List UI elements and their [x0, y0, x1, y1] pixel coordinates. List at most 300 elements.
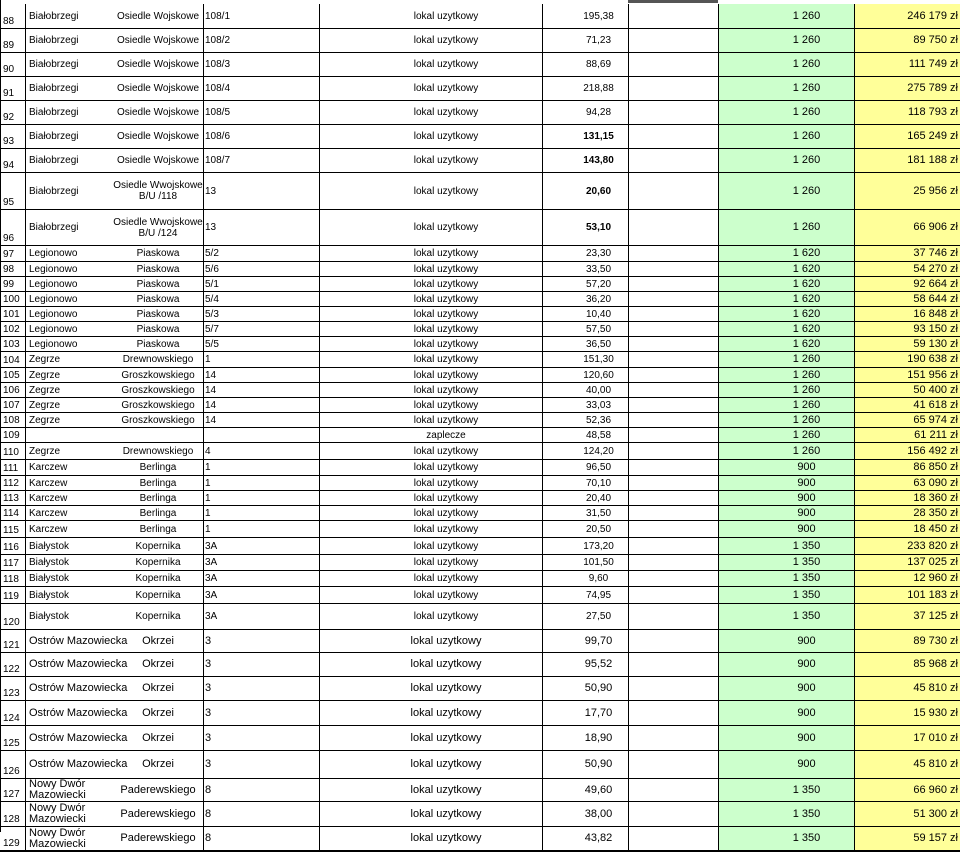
- row-number: 100: [0, 292, 26, 306]
- city-cell: Zegrze: [29, 384, 61, 396]
- table-row: [0, 53, 960, 77]
- street-cell: Drewnowskiego: [122, 354, 194, 365]
- building-number-cell: 14: [203, 398, 319, 412]
- value-cell: 59 157 zł: [854, 827, 960, 850]
- empty-cell: [628, 677, 718, 700]
- building-number-cell: 5/3: [203, 307, 319, 321]
- table-row: [0, 443, 960, 460]
- row-number: 123: [0, 677, 26, 700]
- table-row: [0, 827, 960, 851]
- value-cell: 190 638 zł: [854, 352, 960, 367]
- street-cell: Osiedle Wwojskowe B/U /124: [113, 216, 203, 239]
- area-cell: 95,52: [542, 653, 628, 676]
- street-cell: Okrzei: [142, 658, 174, 670]
- empty-cell: [628, 277, 718, 291]
- row-number: 96: [0, 210, 26, 245]
- street-cell: Berlinga: [139, 477, 177, 489]
- row-number: 129: [0, 827, 26, 850]
- table-row: [0, 292, 960, 307]
- row-number: 99: [0, 277, 26, 291]
- street-cell: Piaskowa: [136, 293, 180, 305]
- area-cell: 20,60: [542, 173, 628, 209]
- row-number: 94: [0, 149, 26, 172]
- city-cell: Ostrów Mazowiecka: [29, 682, 128, 694]
- city-cell: Legionowo: [29, 308, 78, 320]
- area-cell: 94,28: [542, 101, 628, 124]
- rate-cell: 1 260: [718, 77, 854, 100]
- street-cell: Groszkowskiego: [121, 369, 195, 381]
- table-row: [0, 277, 960, 292]
- empty-cell: [628, 413, 718, 427]
- area-cell: 143,80: [542, 149, 628, 172]
- city-cell: Białobrzegi: [29, 222, 79, 233]
- area-cell: 131,15: [542, 125, 628, 148]
- empty-cell: [628, 701, 718, 725]
- row-number: 115: [0, 521, 26, 537]
- empty-cell: [628, 368, 718, 382]
- rate-cell: 1 620: [718, 292, 854, 306]
- empty-cell: [628, 77, 718, 100]
- column-top-marker: [628, 0, 718, 3]
- rate-cell: 900: [718, 751, 854, 778]
- street-cell: Okrzei: [142, 758, 174, 770]
- premises-type-cell: zaplecze: [319, 428, 542, 442]
- value-cell: 63 090 zł: [854, 476, 960, 490]
- rate-cell: 1 620: [718, 246, 854, 261]
- table-row: [0, 571, 960, 587]
- table-row: [0, 173, 960, 210]
- area-cell: 36,20: [542, 292, 628, 306]
- rate-cell: 1 350: [718, 802, 854, 826]
- value-cell: 25 956 zł: [854, 173, 960, 209]
- rate-cell: 1 350: [718, 538, 854, 554]
- value-cell: 233 820 zł: [854, 538, 960, 554]
- rate-cell: 1 260: [718, 352, 854, 367]
- area-cell: 218,88: [542, 77, 628, 100]
- table-row: [0, 352, 960, 368]
- building-number-cell: 5/6: [203, 262, 319, 276]
- row-number: 120: [0, 604, 26, 629]
- rate-cell: 1 260: [718, 413, 854, 427]
- building-number-cell: 1: [203, 460, 319, 475]
- area-cell: 50,90: [542, 677, 628, 700]
- city-cell: Ostrów Mazowiecka: [29, 758, 128, 770]
- area-cell: 195,38: [542, 4, 628, 28]
- rate-cell: 1 260: [718, 398, 854, 412]
- row-number: 116: [0, 538, 26, 554]
- empty-cell: [628, 538, 718, 554]
- building-number-cell: 3A: [203, 587, 319, 603]
- empty-cell: [628, 779, 718, 801]
- empty-cell: [628, 125, 718, 148]
- row-number: 128: [0, 802, 26, 826]
- table-row: [0, 307, 960, 322]
- street-cell: Osiedle Wojskowe: [116, 107, 200, 118]
- row-number: 93: [0, 125, 26, 148]
- premises-type-cell: lokal uzytkowy: [319, 77, 542, 100]
- empty-cell: [628, 53, 718, 76]
- premises-type-cell: lokal uzytkowy: [319, 173, 542, 209]
- table-row: [0, 677, 960, 701]
- rate-cell: 1 260: [718, 210, 854, 245]
- row-number: 121: [0, 630, 26, 652]
- empty-cell: [628, 476, 718, 490]
- table-row: [0, 630, 960, 653]
- city-cell: Ostrów Mazowiecka: [29, 706, 128, 719]
- rate-cell: 900: [718, 460, 854, 475]
- table-row: [0, 726, 960, 751]
- city-cell: Karczew: [29, 507, 68, 519]
- premises-type-cell: lokal uzytkowy: [319, 125, 542, 148]
- table-row: [0, 555, 960, 571]
- row-number: 109: [0, 428, 26, 442]
- street-cell: Osiedle Wwojskowe B/U /118: [113, 180, 203, 202]
- value-cell: 18 450 zł: [854, 521, 960, 537]
- city-cell: Legionowo: [29, 248, 78, 259]
- street-cell: Berlinga: [139, 523, 177, 535]
- empty-cell: [628, 506, 718, 520]
- city-cell: Zegrze: [29, 369, 61, 381]
- building-number-cell: 108/7: [203, 149, 319, 172]
- empty-cell: [628, 29, 718, 52]
- area-cell: 88,69: [542, 53, 628, 76]
- street-cell: Okrzei: [142, 706, 174, 719]
- area-cell: 49,60: [542, 779, 628, 801]
- city-cell: Legionowo: [29, 278, 78, 290]
- empty-cell: [628, 604, 718, 629]
- empty-cell: [628, 630, 718, 652]
- empty-cell: [628, 555, 718, 570]
- table-row: [0, 29, 960, 53]
- premises-type-cell: lokal uzytkowy: [319, 751, 542, 778]
- area-cell: 57,20: [542, 277, 628, 291]
- street-cell: Drewnowskiego: [122, 445, 194, 457]
- rate-cell: 1 260: [718, 125, 854, 148]
- street-cell: Osiedle Wojskowe: [116, 131, 200, 142]
- table-row: [0, 653, 960, 677]
- rate-cell: 1 260: [718, 4, 854, 28]
- row-number: 91: [0, 77, 26, 100]
- area-cell: 20,50: [542, 521, 628, 537]
- building-number-cell: 3: [203, 653, 319, 676]
- building-number-cell: [203, 428, 319, 442]
- street-cell: Osiedle Wojskowe: [116, 10, 200, 22]
- row-number: 107: [0, 398, 26, 412]
- value-cell: 51 300 zł: [854, 802, 960, 826]
- value-cell: 93 150 zł: [854, 322, 960, 336]
- building-number-cell: 3: [203, 677, 319, 700]
- rate-cell: 1 260: [718, 383, 854, 397]
- area-cell: 96,50: [542, 460, 628, 475]
- empty-cell: [628, 383, 718, 397]
- building-number-cell: 3: [203, 726, 319, 750]
- building-number-cell: 5/4: [203, 292, 319, 306]
- row-number: 106: [0, 383, 26, 397]
- street-cell: Piaskowa: [136, 248, 180, 259]
- premises-type-cell: lokal uzytkowy: [319, 352, 542, 367]
- city-cell: Białystok: [29, 557, 70, 568]
- city-cell: Legionowo: [29, 323, 78, 335]
- area-cell: 151,30: [542, 352, 628, 367]
- premises-type-cell: lokal uzytkowy: [319, 571, 542, 586]
- value-cell: 89 750 zł: [854, 29, 960, 52]
- rate-cell: 1 350: [718, 827, 854, 850]
- building-number-cell: 3A: [203, 604, 319, 629]
- value-cell: 89 730 zł: [854, 630, 960, 652]
- rate-cell: 1 620: [718, 322, 854, 336]
- empty-cell: [628, 322, 718, 336]
- rate-cell: 1 260: [718, 101, 854, 124]
- value-cell: 28 350 zł: [854, 506, 960, 520]
- empty-cell: [628, 802, 718, 826]
- table-row: [0, 125, 960, 149]
- empty-cell: [628, 653, 718, 676]
- empty-cell: [628, 428, 718, 442]
- street-cell: Okrzei: [142, 731, 174, 744]
- street-cell: Osiedle Wojskowe: [116, 59, 200, 70]
- rate-cell: 900: [718, 677, 854, 700]
- premises-type-cell: lokal uzytkowy: [319, 630, 542, 652]
- premises-type-cell: lokal uzytkowy: [319, 506, 542, 520]
- value-cell: 59 130 zł: [854, 337, 960, 351]
- row-number: 108: [0, 413, 26, 427]
- empty-cell: [628, 246, 718, 261]
- city-cell: Białobrzegi: [29, 131, 79, 142]
- area-cell: 50,90: [542, 751, 628, 778]
- area-cell: 57,50: [542, 322, 628, 336]
- street-cell: Osiedle Wojskowe: [116, 155, 200, 166]
- row-number: 98: [0, 262, 26, 276]
- street-cell: Osiedle Wojskowe: [116, 35, 200, 46]
- empty-cell: [628, 460, 718, 475]
- city-cell: Białystok: [29, 573, 70, 584]
- table-row: [0, 491, 960, 506]
- premises-type-cell: lokal uzytkowy: [319, 779, 542, 801]
- premises-type-cell: lokal uzytkowy: [319, 101, 542, 124]
- building-number-cell: 8: [203, 802, 319, 826]
- row-number: 89: [0, 29, 26, 52]
- rate-cell: 1 350: [718, 571, 854, 586]
- rate-cell: 1 620: [718, 307, 854, 321]
- table-row: [0, 322, 960, 337]
- value-cell: 92 664 zł: [854, 277, 960, 291]
- row-number: 95: [0, 173, 26, 209]
- area-cell: 52,36: [542, 413, 628, 427]
- area-cell: 124,20: [542, 443, 628, 459]
- rate-cell: 1 260: [718, 53, 854, 76]
- city-cell: Białobrzegi: [29, 83, 79, 94]
- premises-type-cell: lokal uzytkowy: [319, 53, 542, 76]
- premises-type-cell: lokal uzytkowy: [319, 262, 542, 276]
- value-cell: 85 968 zł: [854, 653, 960, 676]
- premises-type-cell: lokal uzytkowy: [319, 398, 542, 412]
- value-cell: 41 618 zł: [854, 398, 960, 412]
- rate-cell: 1 350: [718, 779, 854, 801]
- rate-cell: 1 260: [718, 29, 854, 52]
- premises-type-cell: lokal uzytkowy: [319, 587, 542, 603]
- empty-cell: [628, 262, 718, 276]
- city-cell: Karczew: [29, 523, 68, 535]
- street-cell: Paderewskiego: [120, 807, 196, 820]
- city-cell: Karczew: [29, 492, 68, 504]
- value-cell: 137 025 zł: [854, 555, 960, 570]
- area-cell: 10,40: [542, 307, 628, 321]
- city-cell: Nowy Dwór Mazowiecki: [29, 826, 86, 850]
- value-cell: 37 125 zł: [854, 604, 960, 629]
- city-cell: Białobrzegi: [29, 185, 79, 197]
- area-cell: 38,00: [542, 802, 628, 826]
- row-number: 114: [0, 506, 26, 520]
- city-cell: Białobrzegi: [29, 10, 79, 22]
- street-cell: Paderewskiego: [120, 832, 196, 844]
- empty-cell: [628, 173, 718, 209]
- premises-type-cell: lokal uzytkowy: [319, 604, 542, 629]
- value-cell: 45 810 zł: [854, 677, 960, 700]
- city-cell: Białystok: [29, 589, 70, 601]
- building-number-cell: 3: [203, 630, 319, 652]
- building-number-cell: 8: [203, 779, 319, 801]
- empty-cell: [628, 307, 718, 321]
- street-cell: Berlinga: [139, 507, 177, 519]
- row-number: 113: [0, 491, 26, 505]
- area-cell: 23,30: [542, 246, 628, 261]
- rate-cell: 900: [718, 726, 854, 750]
- rate-cell: 900: [718, 701, 854, 725]
- table-row: [0, 428, 960, 443]
- rate-cell: 1 260: [718, 173, 854, 209]
- building-number-cell: 13: [203, 173, 319, 209]
- city-cell: Ostrów Mazowiecka: [29, 634, 128, 647]
- rate-cell: 900: [718, 491, 854, 505]
- premises-type-cell: lokal uzytkowy: [319, 802, 542, 826]
- premises-type-cell: lokal uzytkowy: [319, 337, 542, 351]
- row-number: 119: [0, 587, 26, 603]
- row-number: 101: [0, 307, 26, 321]
- value-cell: 118 793 zł: [854, 101, 960, 124]
- row-number: 124: [0, 701, 26, 725]
- area-cell: 71,23: [542, 29, 628, 52]
- building-number-cell: 5/2: [203, 246, 319, 261]
- premises-type-cell: lokal uzytkowy: [319, 653, 542, 676]
- building-number-cell: 1: [203, 352, 319, 367]
- row-number: 90: [0, 53, 26, 76]
- row-number: 88: [0, 4, 26, 28]
- value-cell: 156 492 zł: [854, 443, 960, 459]
- value-cell: 54 270 zł: [854, 262, 960, 276]
- building-number-cell: 14: [203, 383, 319, 397]
- area-cell: 33,03: [542, 398, 628, 412]
- table-row: [0, 460, 960, 476]
- city-cell: Białystok: [29, 540, 70, 552]
- premises-type-cell: lokal uzytkowy: [319, 413, 542, 427]
- empty-cell: [628, 521, 718, 537]
- building-number-cell: 108/6: [203, 125, 319, 148]
- rate-cell: 1 260: [718, 443, 854, 459]
- empty-cell: [628, 352, 718, 367]
- empty-cell: [628, 337, 718, 351]
- building-number-cell: 8: [203, 827, 319, 850]
- empty-cell: [628, 571, 718, 586]
- empty-cell: [628, 491, 718, 505]
- premises-type-cell: lokal uzytkowy: [319, 307, 542, 321]
- value-cell: 17 010 zł: [854, 726, 960, 750]
- premises-type-cell: lokal uzytkowy: [319, 292, 542, 306]
- building-number-cell: 3A: [203, 571, 319, 586]
- premises-type-cell: lokal uzytkowy: [319, 555, 542, 570]
- table-row: [0, 337, 960, 352]
- premises-type-cell: lokal uzytkowy: [319, 443, 542, 459]
- empty-cell: [628, 210, 718, 245]
- value-cell: 50 400 zł: [854, 383, 960, 397]
- row-number: 117: [0, 555, 26, 570]
- city-cell: Białystok: [29, 611, 70, 622]
- street-cell: Okrzei: [142, 682, 174, 694]
- street-cell: Piaskowa: [136, 263, 180, 275]
- premises-type-cell: lokal uzytkowy: [319, 460, 542, 475]
- row-number: 127: [0, 779, 26, 801]
- building-number-cell: 3: [203, 751, 319, 778]
- street-cell: Piaskowa: [136, 323, 180, 335]
- value-cell: 58 644 zł: [854, 292, 960, 306]
- building-number-cell: 1: [203, 491, 319, 505]
- rate-cell: 1 350: [718, 555, 854, 570]
- premises-type-cell: lokal uzytkowy: [319, 726, 542, 750]
- value-cell: 165 249 zł: [854, 125, 960, 148]
- area-cell: 9,60: [542, 571, 628, 586]
- premises-type-cell: lokal uzytkowy: [319, 322, 542, 336]
- row-number: 103: [0, 337, 26, 351]
- empty-cell: [628, 751, 718, 778]
- street-cell: Kopernika: [135, 540, 181, 552]
- table-row: [0, 4, 960, 29]
- building-number-cell: 13: [203, 210, 319, 245]
- area-cell: 70,10: [542, 476, 628, 490]
- building-number-cell: 3A: [203, 555, 319, 570]
- city-cell: Zegrze: [29, 445, 61, 457]
- premises-type-cell: lokal uzytkowy: [319, 677, 542, 700]
- empty-cell: [628, 4, 718, 28]
- building-number-cell: 1: [203, 476, 319, 490]
- building-number-cell: 5/1: [203, 277, 319, 291]
- street-cell: Okrzei: [142, 634, 174, 647]
- city-cell: Karczew: [29, 462, 68, 473]
- rate-cell: 1 620: [718, 277, 854, 291]
- value-cell: 12 960 zł: [854, 571, 960, 586]
- value-cell: 181 188 zł: [854, 149, 960, 172]
- building-number-cell: 108/5: [203, 101, 319, 124]
- area-cell: 43,82: [542, 827, 628, 850]
- street-cell: Piaskowa: [136, 308, 180, 320]
- area-cell: 74,95: [542, 587, 628, 603]
- city-cell: Ostrów Mazowiecka: [29, 658, 128, 670]
- row-number: 110: [0, 443, 26, 459]
- row-number: 97: [0, 246, 26, 261]
- value-cell: 16 848 zł: [854, 307, 960, 321]
- area-cell: 31,50: [542, 506, 628, 520]
- street-cell: Groszkowskiego: [121, 399, 195, 411]
- row-number: 92: [0, 101, 26, 124]
- table-row: [0, 413, 960, 428]
- table-row: [0, 398, 960, 413]
- table-row: [0, 77, 960, 101]
- row-number: 105: [0, 368, 26, 382]
- premises-type-cell: lokal uzytkowy: [319, 4, 542, 28]
- rate-cell: 1 350: [718, 604, 854, 629]
- rate-cell: 900: [718, 521, 854, 537]
- area-cell: 18,90: [542, 726, 628, 750]
- building-number-cell: 3: [203, 701, 319, 725]
- building-number-cell: 108/4: [203, 77, 319, 100]
